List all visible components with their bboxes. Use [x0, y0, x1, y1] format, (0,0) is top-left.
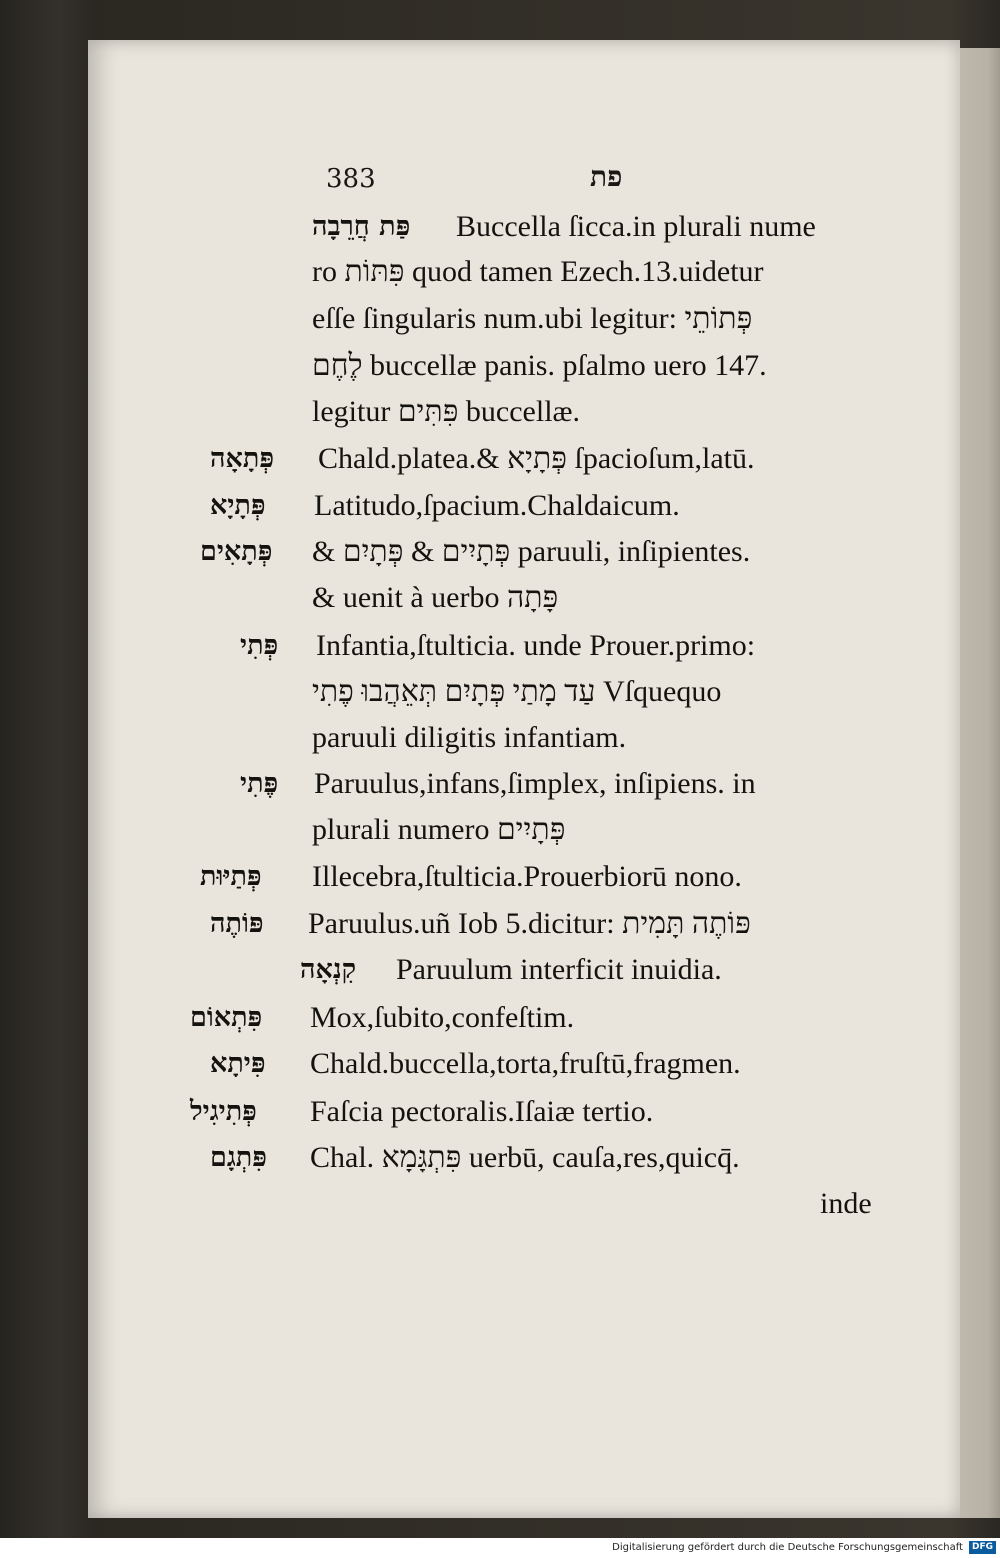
latin-gloss: Paruulum interficit inuidia. — [396, 953, 722, 986]
latin-gloss: Paruulus,infans,ſimplex, inſipiens. in — [314, 767, 756, 800]
latin-gloss: legitur פִּתִּים buccellæ. — [312, 395, 581, 428]
text-line — [0, 530, 960, 574]
page-header — [320, 160, 920, 200]
latin-gloss: Infantia,ſtulticia. unde Prouer.primo: — [316, 629, 756, 662]
hebrew-headword: קִנְאָה — [300, 954, 357, 985]
funding-credit: Digitalisierung gefördert durch die Deutsche Forschungsgemeinschaft — [612, 1542, 963, 1553]
latin-gloss: paruuli diligitis infantiam. — [312, 721, 627, 754]
latin-gloss: eſſe ſingularis num.ubi legitur: פְּתוֹתֵי — [312, 302, 753, 335]
text-line — [0, 948, 960, 992]
text-line — [0, 484, 960, 528]
text-line — [0, 996, 960, 1040]
latin-gloss: Paruulus.uñ Iob 5.dicitur: פּוֹתֶה תָּמִית — [308, 907, 751, 940]
digitization-footer — [0, 1538, 1000, 1558]
hebrew-headword: פְּתָיָא — [210, 490, 266, 521]
text-line — [0, 297, 960, 341]
text-line — [0, 902, 960, 946]
latin-gloss: Chal. פִּתְגָּמָא uerbū, cauſa,res,quicq̄. — [310, 1141, 740, 1174]
text-line — [0, 390, 960, 434]
text-line — [0, 437, 960, 481]
latin-gloss: & uenit à uerbo פָּתָה — [312, 581, 559, 614]
text-line — [0, 808, 960, 852]
latin-gloss: Mox,ſubito,confeſtim. — [310, 1001, 575, 1034]
hebrew-headword: פִּתְאוֹם — [190, 1002, 263, 1033]
text-line — [0, 1136, 960, 1180]
latin-gloss: Chald.platea.& פְּתָיָא ſpacioſum,latū. — [318, 442, 755, 475]
text-line — [0, 624, 960, 668]
text-line — [0, 1182, 960, 1226]
text-line — [0, 762, 960, 806]
latin-gloss: Illecebra,ſtulticia.Prouerbiorū nono. — [312, 860, 742, 893]
text-line — [0, 670, 960, 714]
hebrew-headword: פְּתִי — [240, 630, 279, 661]
hebrew-headword: פְּתַיּוּת — [200, 861, 262, 892]
latin-gloss: Buccella ſicca.in plurali nume — [456, 210, 816, 243]
latin-gloss: plurali numero פְּתָיִים — [312, 813, 566, 846]
latin-gloss: & פְּתָיִים & פְּתָיִם paruuli, inſipientes. — [312, 535, 751, 568]
latin-gloss: Latitudo,ſpacium.Chaldaicum. — [314, 489, 680, 522]
latin-gloss: Chald.buccella,torta,fruſtū,fragmen. — [310, 1047, 741, 1080]
latin-gloss: Faſcia pectoralis.Iſaiæ tertio. — [310, 1095, 654, 1128]
hebrew-headword: פְּתִיגִיל — [190, 1096, 257, 1127]
latin-gloss: inde — [820, 1187, 872, 1220]
page-number: 383 — [326, 164, 376, 194]
latin-gloss: עַד מָתַי פְּתָיִם תְּאֵהֲבוּ פֶתִי Vſquequo — [312, 675, 722, 708]
hebrew-headword: פֶּתִי — [240, 768, 279, 799]
text-line — [0, 250, 960, 294]
text-line — [0, 344, 960, 388]
hebrew-headword: פִּתְגָם — [210, 1142, 267, 1173]
text-line — [0, 205, 960, 249]
latin-gloss: לֶחֶם buccellæ panis. pſalmo uero 147. — [312, 349, 767, 382]
text-line — [0, 1090, 960, 1134]
running-title: פת — [590, 160, 623, 193]
hebrew-headword: פַּת חֲרֵבָה — [312, 211, 411, 242]
hebrew-headword: פְּתָאִים — [200, 536, 273, 567]
hebrew-headword: פִּיתָא — [210, 1048, 266, 1079]
text-line — [0, 576, 960, 620]
text-line — [0, 1042, 960, 1086]
text-line — [0, 716, 960, 760]
dfg-logo: DFG — [969, 1541, 996, 1554]
hebrew-headword: פְּתָאָה — [210, 443, 275, 474]
hebrew-headword: פּוֹתֶה — [210, 908, 264, 939]
latin-gloss: ro פִּתּוֹת quod tamen Ezech.13.uidetur — [312, 255, 764, 288]
text-line — [0, 855, 960, 899]
